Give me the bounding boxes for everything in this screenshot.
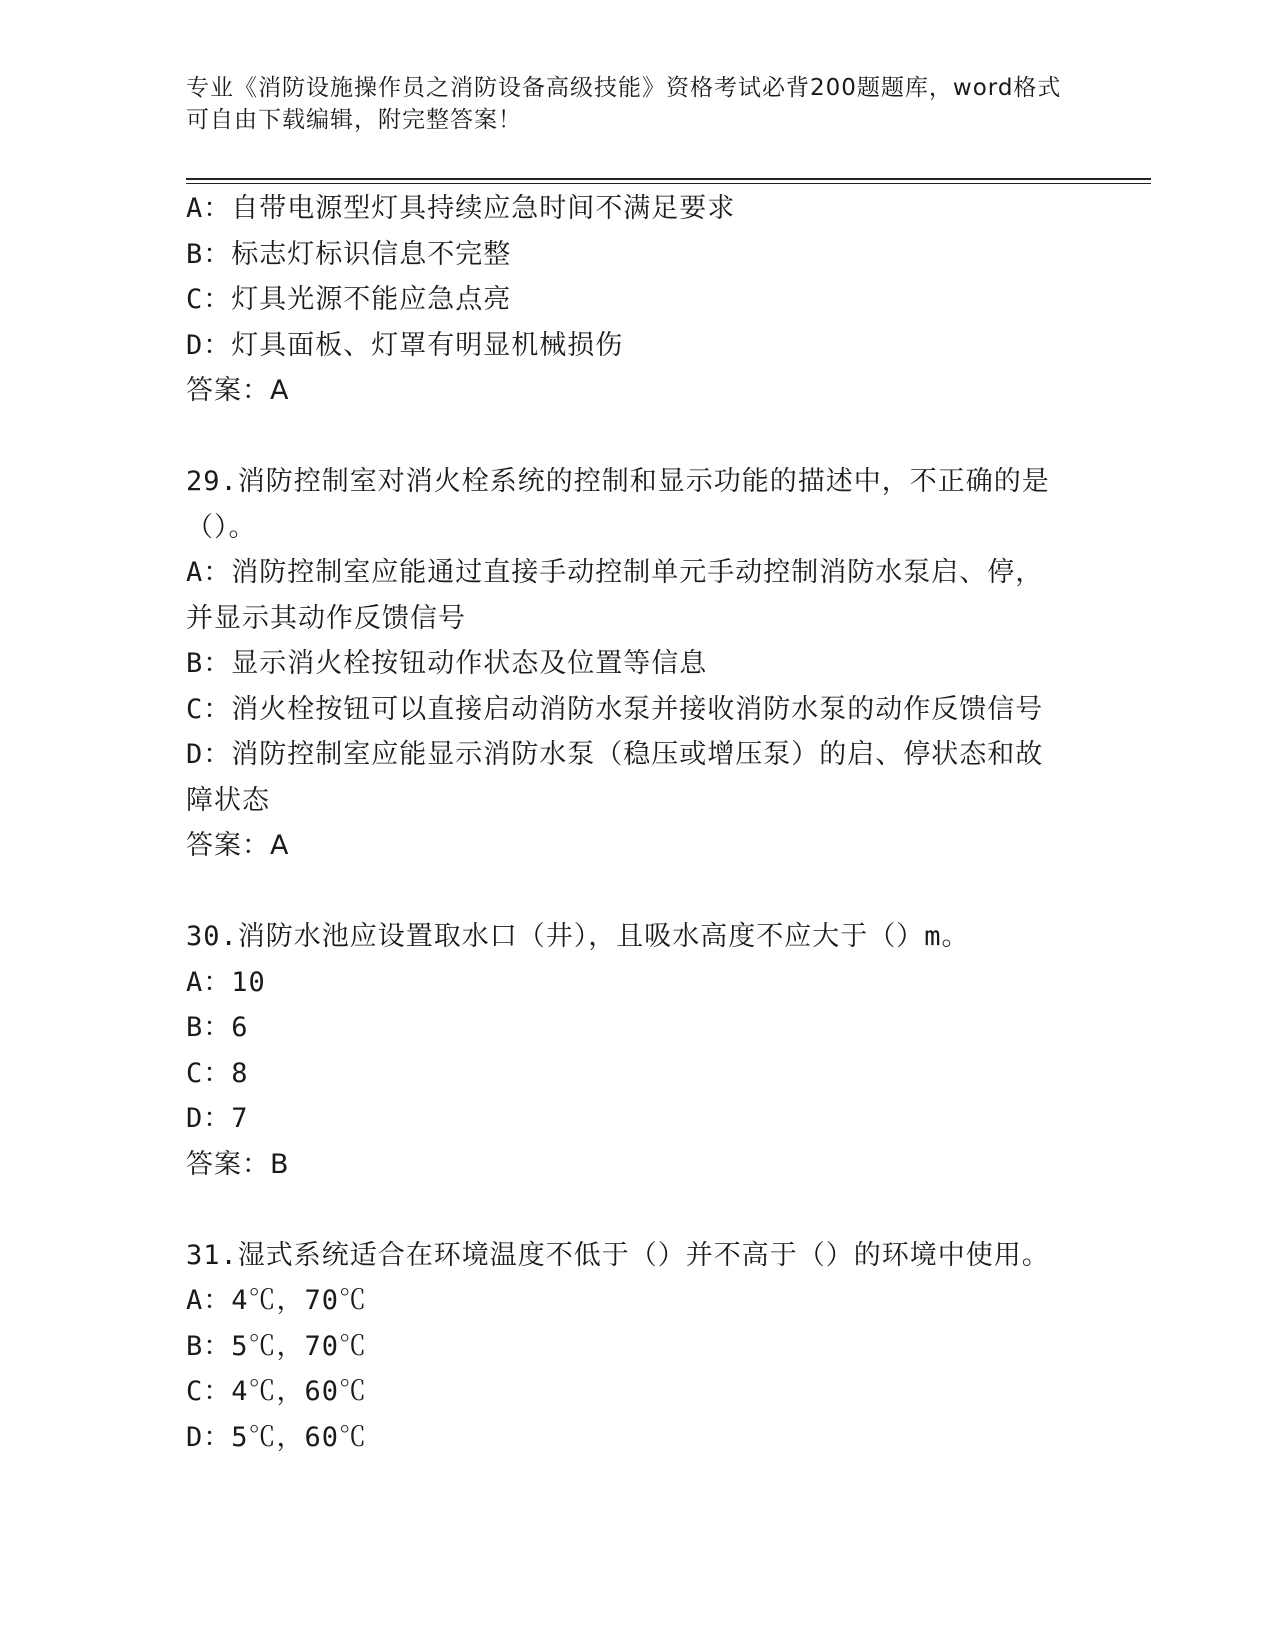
option-c: C：8 bbox=[186, 1057, 249, 1089]
option-a: A：4℃，70℃ bbox=[186, 1285, 368, 1316]
option-b: B：标志灯标识信息不完整 bbox=[186, 238, 512, 270]
question-stem-cont: （）。 bbox=[186, 511, 257, 543]
option-b: B：5℃，70℃ bbox=[186, 1330, 368, 1362]
question-28 bbox=[186, 186, 1086, 414]
answer: 答案：A bbox=[186, 830, 290, 861]
option-a-cont: 并显示其动作反馈信号 bbox=[186, 602, 466, 634]
option-c: C：灯具光源不能应急点亮 bbox=[186, 284, 512, 315]
option-a: A：自带电源型灯具持续应急时间不满足要求 bbox=[186, 193, 736, 224]
question-list bbox=[186, 186, 1086, 1460]
question-stem: 31.湿式系统适合在环境温度不低于（）并不高于（）的环境中使用。 bbox=[186, 1239, 1050, 1271]
question-30 bbox=[186, 914, 1086, 1187]
question-stem: 30.消防水池应设置取水口（井），且吸水高度不应大于（）m。 bbox=[186, 921, 970, 952]
answer: 答案：B bbox=[186, 1148, 290, 1180]
option-b: B：6 bbox=[186, 1012, 249, 1043]
option-b: B：显示消火栓按钮动作状态及位置等信息 bbox=[186, 648, 708, 679]
option-d-cont: 障状态 bbox=[186, 784, 270, 816]
answer: 答案：A bbox=[186, 375, 290, 406]
question-stem: 29.消防控制室对消火栓系统的控制和显示功能的描述中，不正确的是 bbox=[186, 466, 1050, 497]
option-c: C：4℃，60℃ bbox=[186, 1376, 368, 1407]
option-d: D：5℃，60℃ bbox=[186, 1421, 368, 1453]
question-29 bbox=[186, 459, 1086, 869]
option-a: A：消防控制室应能通过直接手动控制单元手动控制消防水泵启、停， bbox=[186, 557, 1044, 588]
option-c: C：消火栓按钮可以直接启动消防水泵并接收消防水泵的动作反馈信号 bbox=[186, 693, 1044, 725]
document-header: 专业《消防设施操作员之消防设备高级技能》资格考试必背200题题库，word格式可自由下载编辑，附完整答案！ bbox=[186, 75, 1062, 133]
header-rule-thin bbox=[186, 183, 1151, 184]
option-d: D：7 bbox=[186, 1103, 249, 1134]
option-d: D：消防控制室应能显示消防水泵（稳压或增压泵）的启、停状态和故 bbox=[186, 739, 1044, 770]
option-d: D：灯具面板、灯罩有明显机械损伤 bbox=[186, 329, 624, 361]
question-31 bbox=[186, 1233, 1086, 1461]
option-a: A：10 bbox=[186, 966, 266, 998]
header-rule bbox=[186, 178, 1151, 180]
